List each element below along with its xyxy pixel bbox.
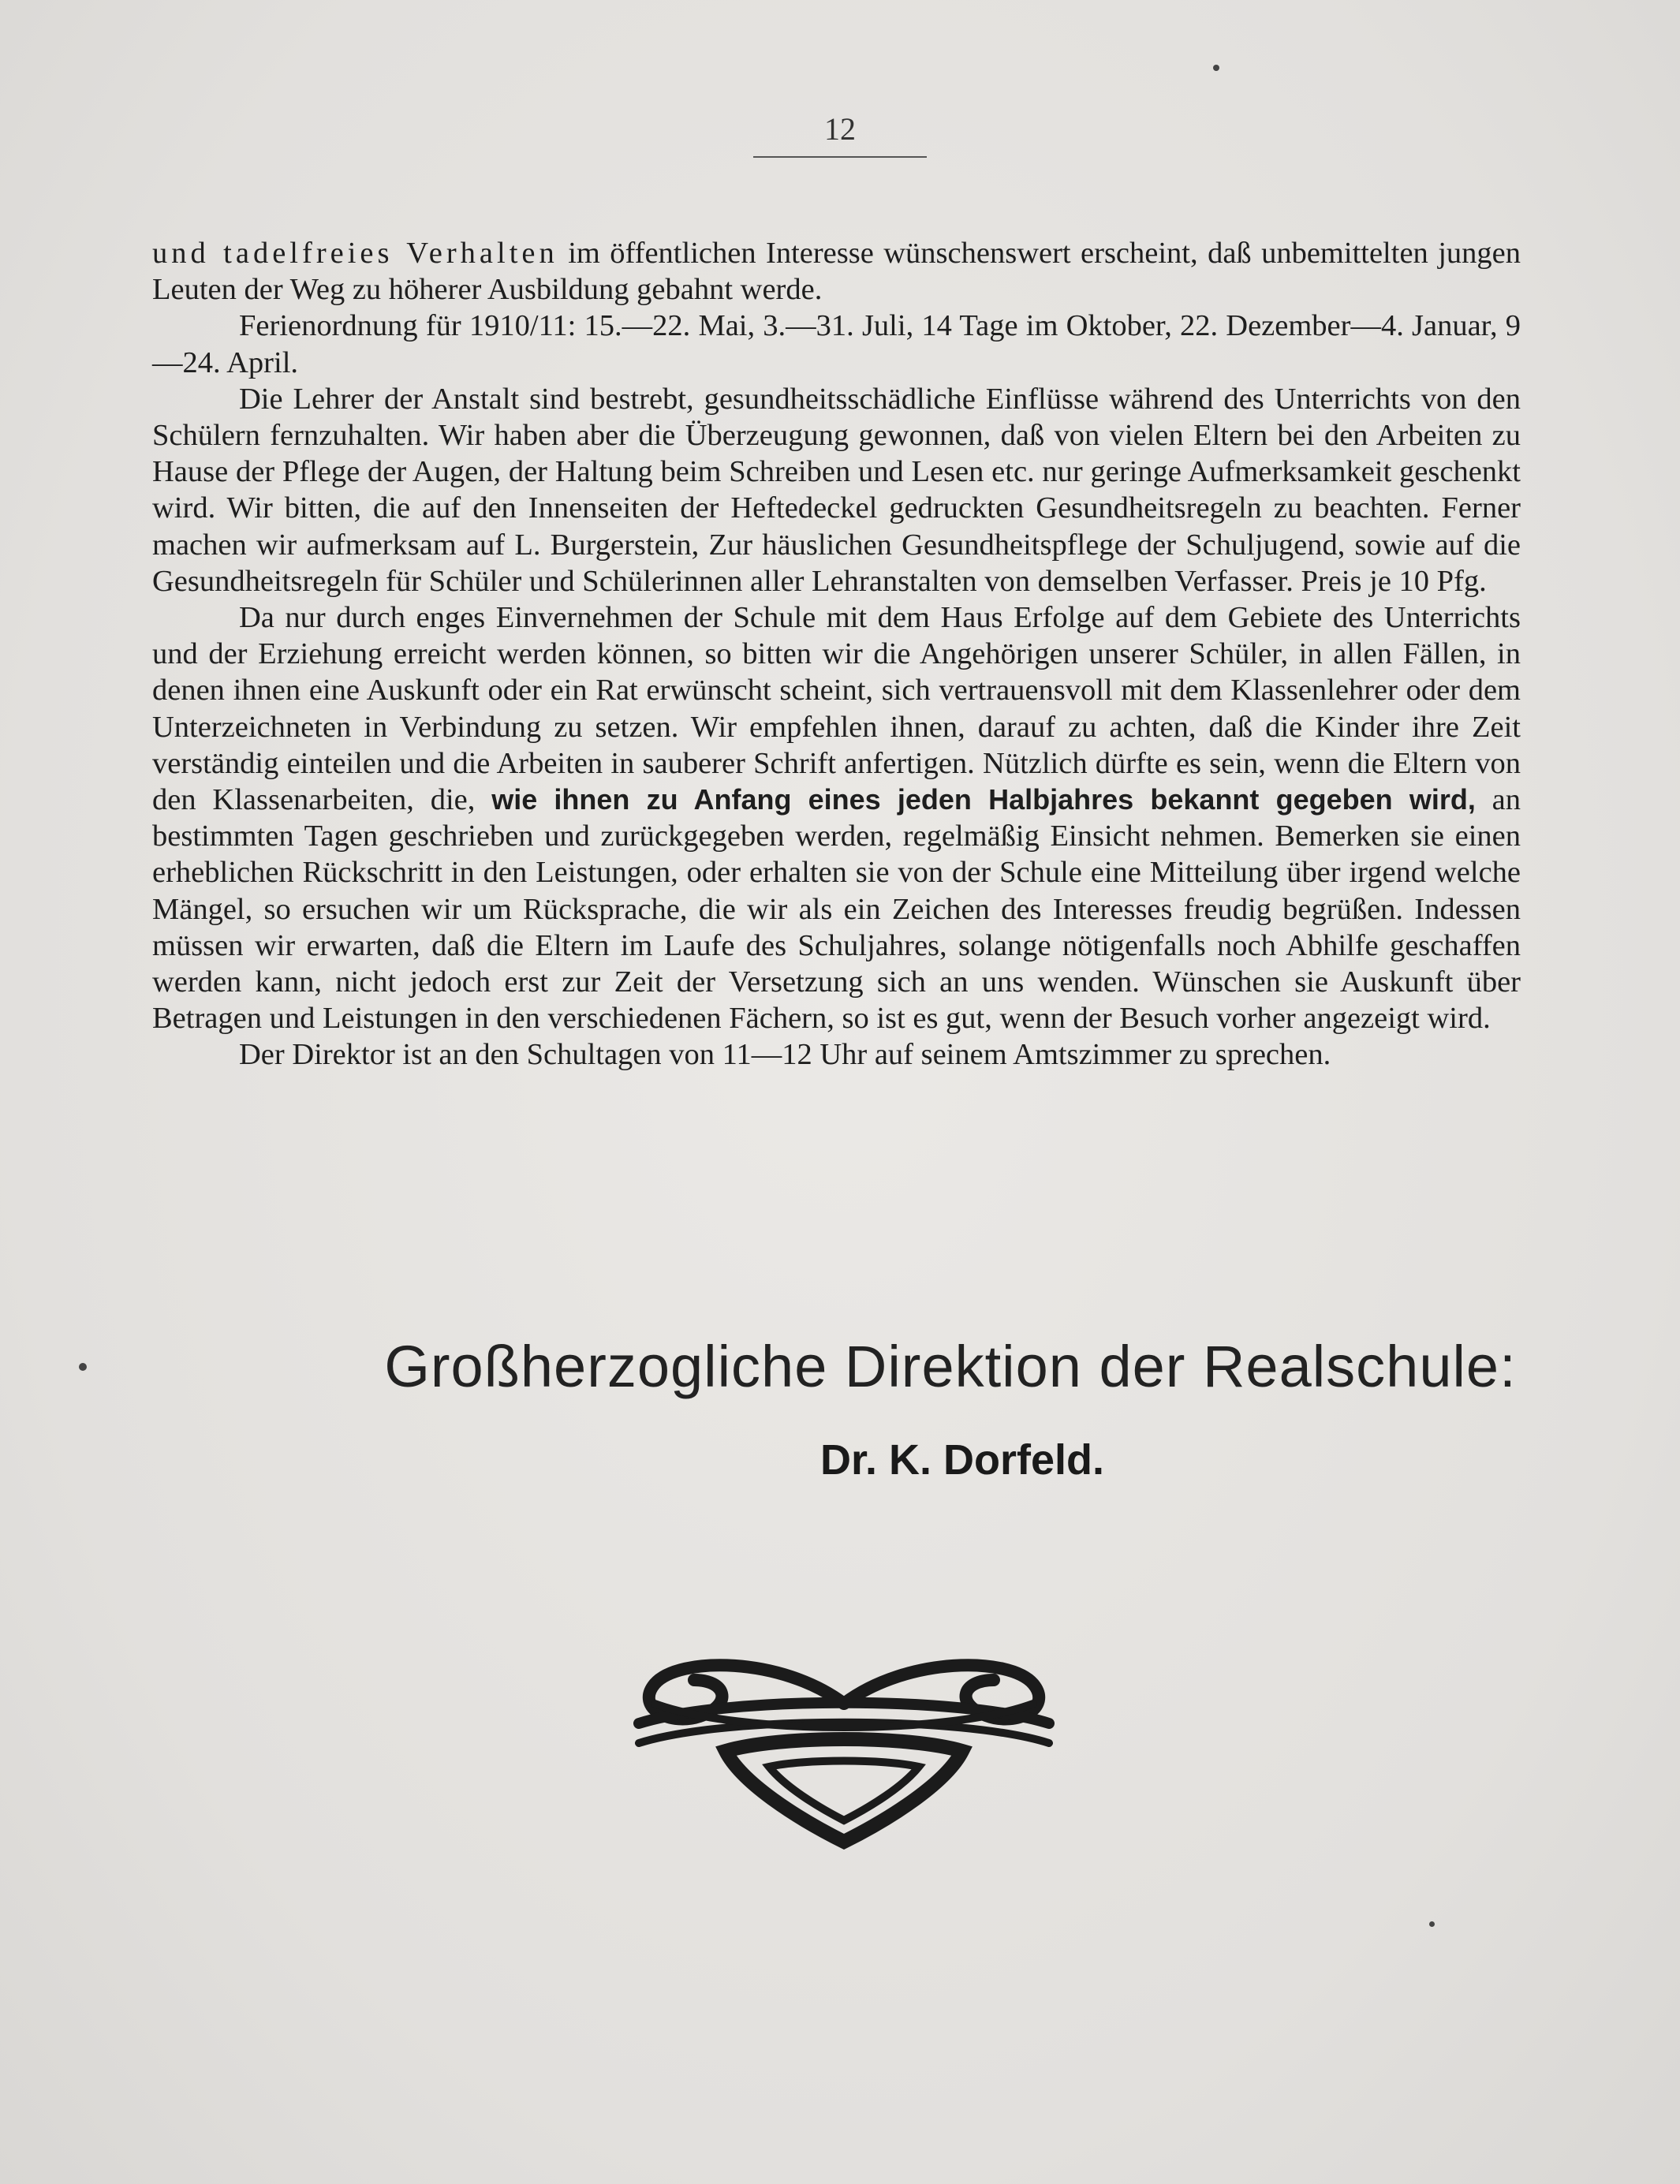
paragraph-conduct (152, 235, 1521, 308)
print-speck (1213, 65, 1219, 71)
page-number: 12 (824, 111, 856, 147)
paragraph-conduct-lead: und tadelfreies Verhalten (152, 237, 558, 270)
signature-organization: Großherzogliche Direktion der Realschule: (384, 1334, 1517, 1399)
paragraph-health: Die Lehrer der Anstalt sind bestrebt, gesundheitsschädliche Einflüsse während des Unterrichts von den Schülern fernzuhalten. Wir haben aber die Überzeugung gewonnen, daß von vielen Eltern bei den Arbeiten zu Hause der Pflege der Augen, der Haltung beim Schreiben und Lesen etc. nur geringe Aufmerksamkeit geschenkt wird. Wir bitten, die auf den Innenseiten der Heftedeckel gedruckten Gesundheitsregeln zu beachten. Ferner machen wir aufmerksam auf L. Burgerstein, Zur häuslichen Gesundheitspflege der Schuljugend, sowie auf die Gesundheitsregeln für Schüler und Schülerinnen aller Lehranstalten von demselben Verfasser. Preis je 10 Pfg. (152, 382, 1521, 598)
paragraph-holidays: Ferienordnung für 1910/11: 15.—22. Mai, 3.—31. Juli, 14 Tage im Oktober, 22. Dezember—4. Januar, 9—24. April. (152, 309, 1521, 379)
print-speck (79, 1363, 87, 1371)
paragraph-conduct-text: im öffentlichen Interesse wünschenswert erscheint, daß unbemittelten jungen Leuten der Weg zu höherer Ausbildung gebahnt werde. (152, 237, 1521, 307)
paragraph-parents-bold: wie ihnen zu Anfang eines jeden Halbjahres bekannt gegeben wird, (491, 783, 1476, 816)
body-text (152, 235, 1521, 1073)
print-speck (1429, 1921, 1435, 1927)
paragraph-parents-text-before: Da nur durch enges Einvernehmen der Schule mit dem Haus Erfolge auf dem Gebiete des Unterrichts und der Erziehung erreicht werden können, so bitten wir die Angehörigen unserer Schüler, in allen Fällen, in denen ihnen eine Auskunft oder ein Rat erwünscht scheint, sich vertrauensvoll mit dem Klassenlehrer oder dem Unterzeichneten in Verbindung zu setzen. Wir empfehlen ihnen, darauf zu achten, daß die Kinder ihre Zeit verständig einteilen und die Arbeiten in sauberer Schrift anfertigen. Nützlich dürfte es sein, wenn die Eltern von den Klassenarbeiten, die, (152, 601, 1521, 817)
art-nouveau-ornament-icon (607, 1648, 1081, 1854)
page-number-rule (753, 156, 927, 158)
signature-name: Dr. K. Dorfeld. (819, 1436, 1105, 1484)
paragraph-office-hours: Der Direktor ist an den Schultagen von 11—12 Uhr auf seinem Amtszimmer zu sprechen. (239, 1038, 1331, 1072)
paragraph-parents-text-after: an bestimmten Tagen geschrieben und zurückgegeben werden, regelmäßig Einsicht nehmen. Bemerken sie einen erheblichen Rückschritt in den Leistungen, oder erhalten sie von der Schule eine Mitteilung über irgend welche Mängel, so ersuchen wir um Rücksprache, die wir als ein Zeichen des Interesses freudig begrüßen. Indessen müssen wir erwarten, daß die Eltern im Laufe des Schuljahres, solange nötigenfalls noch Abhilfe geschaffen werden kann, nicht jedoch erst zur Zeit der Versetzung sich an uns wenden. Wünschen sie Auskunft über Betragen und Leistungen in den verschiedenen Fächern, so ist es gut, wenn der Besuch vorher angezeigt wird. (152, 783, 1521, 1036)
paragraph-parents (152, 599, 1521, 1036)
